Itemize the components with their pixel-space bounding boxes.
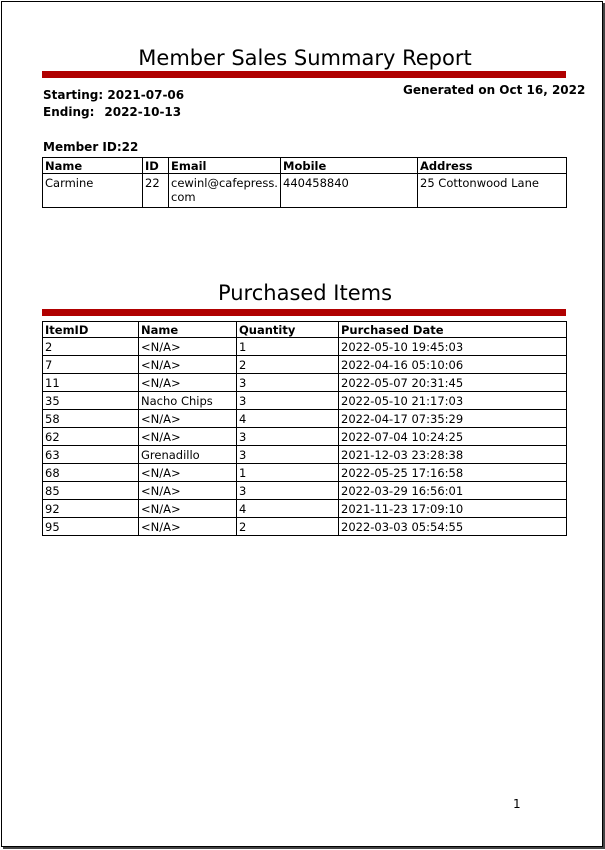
item-id: 63 bbox=[43, 446, 139, 464]
purchased-items-title: Purchased Items bbox=[217, 281, 393, 305]
starting-value: 2021-07-06 bbox=[107, 88, 185, 102]
item-id: 68 bbox=[43, 464, 139, 482]
member-col-name: Name bbox=[43, 158, 143, 174]
item-id: 35 bbox=[43, 392, 139, 410]
item-quantity: 1 bbox=[237, 338, 339, 356]
member-id: 22 bbox=[143, 174, 169, 208]
items-col-name: Name bbox=[139, 322, 237, 338]
item-id: 85 bbox=[43, 482, 139, 500]
member-col-address: Address bbox=[418, 158, 567, 174]
item-id: 62 bbox=[43, 428, 139, 446]
ending-label: Ending: bbox=[43, 105, 95, 119]
items-col-quantity: Quantity bbox=[237, 322, 339, 338]
report-title: Member Sales Summary Report bbox=[138, 46, 472, 70]
item-id: 92 bbox=[43, 500, 139, 518]
purchased-items-table bbox=[42, 321, 567, 536]
member-col-email: Email bbox=[169, 158, 281, 174]
member-email: cewinl@cafepress.com bbox=[169, 174, 281, 208]
table-row bbox=[43, 392, 567, 410]
item-quantity: 2 bbox=[237, 356, 339, 374]
item-date: 2022-04-16 05:10:06 bbox=[339, 356, 567, 374]
ending-date bbox=[43, 105, 181, 119]
items-header-row bbox=[43, 322, 567, 338]
item-date: 2022-05-10 19:45:03 bbox=[339, 338, 567, 356]
item-name: <N/A> bbox=[139, 356, 237, 374]
item-quantity: 4 bbox=[237, 410, 339, 428]
starting-label: Starting: bbox=[43, 88, 104, 102]
member-col-id: ID bbox=[143, 158, 169, 174]
table-row bbox=[43, 356, 567, 374]
item-date: 2021-12-03 23:28:38 bbox=[339, 446, 567, 464]
table-row bbox=[43, 500, 567, 518]
item-quantity: 3 bbox=[237, 392, 339, 410]
item-date: 2022-04-17 07:35:29 bbox=[339, 410, 567, 428]
member-mobile: 440458840 bbox=[281, 174, 418, 208]
table-row bbox=[43, 518, 567, 536]
item-id: 11 bbox=[43, 374, 139, 392]
purchased-divider-bar bbox=[42, 309, 566, 316]
title-divider-bar bbox=[42, 71, 566, 78]
item-quantity: 1 bbox=[237, 464, 339, 482]
item-name: <N/A> bbox=[139, 428, 237, 446]
items-col-date: Purchased Date bbox=[339, 322, 567, 338]
items-col-itemid: ItemID bbox=[43, 322, 139, 338]
item-name: <N/A> bbox=[139, 374, 237, 392]
item-quantity: 3 bbox=[237, 428, 339, 446]
item-date: 2022-07-04 10:24:25 bbox=[339, 428, 567, 446]
item-quantity: 2 bbox=[237, 518, 339, 536]
starting-date bbox=[43, 88, 184, 102]
item-id: 2 bbox=[43, 338, 139, 356]
ending-value: 2022-10-13 bbox=[104, 105, 182, 119]
member-table bbox=[42, 157, 567, 208]
table-row bbox=[43, 428, 567, 446]
table-row bbox=[43, 410, 567, 428]
member-header-row bbox=[43, 158, 567, 174]
item-quantity: 3 bbox=[237, 446, 339, 464]
item-name: <N/A> bbox=[139, 482, 237, 500]
member-col-mobile: Mobile bbox=[281, 158, 418, 174]
item-id: 7 bbox=[43, 356, 139, 374]
item-name: <N/A> bbox=[139, 518, 237, 536]
member-row bbox=[43, 174, 567, 208]
member-address: 25 Cottonwood Lane bbox=[418, 174, 567, 208]
item-quantity: 4 bbox=[237, 500, 339, 518]
item-id: 95 bbox=[43, 518, 139, 536]
item-name: Grenadillo bbox=[139, 446, 237, 464]
item-name: Nacho Chips bbox=[139, 392, 237, 410]
item-date: 2022-03-03 05:54:55 bbox=[339, 518, 567, 536]
page-number: 1 bbox=[513, 797, 521, 811]
table-row bbox=[43, 374, 567, 392]
item-date: 2022-05-07 20:31:45 bbox=[339, 374, 567, 392]
generated-date: Generated on Oct 16, 2022 bbox=[403, 83, 586, 97]
item-date: 2022-05-10 21:17:03 bbox=[339, 392, 567, 410]
member-name: Carmine bbox=[43, 174, 143, 208]
member-id-heading: Member ID:22 bbox=[43, 140, 139, 154]
item-date: 2021-11-23 17:09:10 bbox=[339, 500, 567, 518]
item-name: <N/A> bbox=[139, 500, 237, 518]
table-row bbox=[43, 464, 567, 482]
item-name: <N/A> bbox=[139, 338, 237, 356]
table-row bbox=[43, 446, 567, 464]
item-date: 2022-03-29 16:56:01 bbox=[339, 482, 567, 500]
item-quantity: 3 bbox=[237, 482, 339, 500]
item-name: <N/A> bbox=[139, 410, 237, 428]
item-date: 2022-05-25 17:16:58 bbox=[339, 464, 567, 482]
report-page bbox=[1, 1, 603, 847]
item-quantity: 3 bbox=[237, 374, 339, 392]
item-id: 58 bbox=[43, 410, 139, 428]
table-row bbox=[43, 338, 567, 356]
table-row bbox=[43, 482, 567, 500]
item-name: <N/A> bbox=[139, 464, 237, 482]
